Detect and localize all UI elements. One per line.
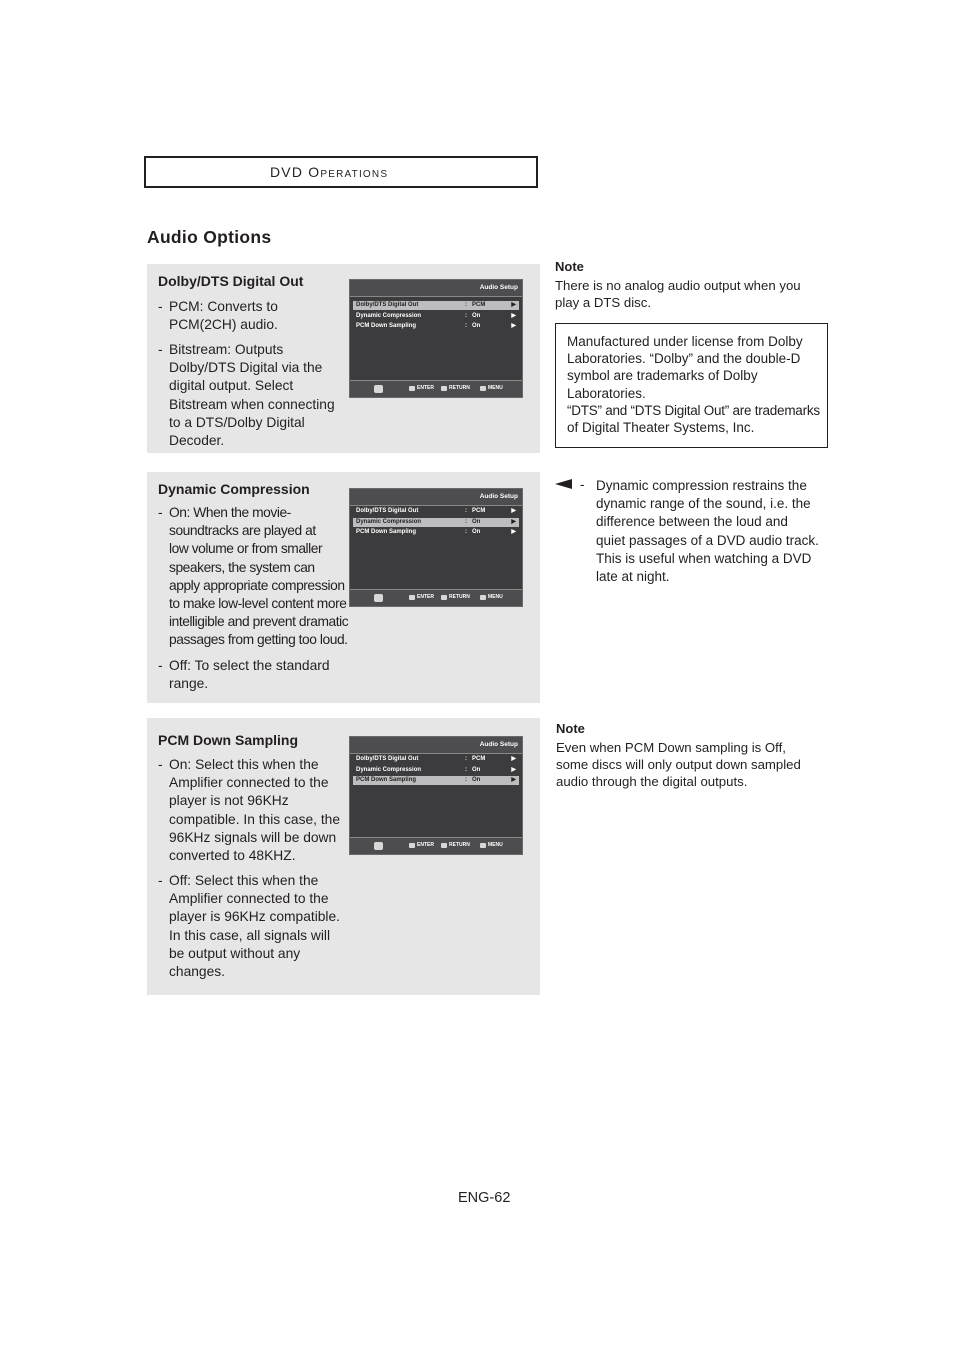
return-button-icon <box>441 843 447 848</box>
enter-button-icon <box>409 386 415 391</box>
osd-menu-label: MENU <box>488 842 503 848</box>
item-line: Dolby/DTS Digital via the <box>169 360 323 376</box>
panel-heading: Dolby/DTS Digital Out <box>158 273 304 289</box>
osd-row-colon: : <box>465 756 467 762</box>
item-line: Off: To select the standard <box>169 658 330 673</box>
osd-row <box>353 312 519 321</box>
panel-heading: PCM Down Sampling <box>158 732 298 748</box>
arrow-right-icon: ▶ <box>511 777 516 783</box>
osd-screenshot-dynamic <box>349 488 523 607</box>
item-line: On: Select this when the <box>169 757 319 772</box>
license-line: Laboratories. <box>567 386 646 401</box>
osd-row-label: Dynamic Compression <box>356 519 422 525</box>
bullet-dash: - <box>158 505 163 520</box>
item-line: On: When the movie- <box>169 505 291 520</box>
osd-row-value: On <box>472 529 481 535</box>
osd-row-label: Dolby/DTS Digital Out <box>356 756 419 762</box>
item-line: Amplifier connected to the <box>169 891 329 907</box>
license-line: “DTS” and “DTS Digital Out” are trademarks <box>567 403 820 418</box>
osd-row-colon: : <box>465 508 467 514</box>
list-item <box>158 657 330 693</box>
osd-row-colon: : <box>465 767 467 773</box>
item-line: to make low-level content more <box>169 596 347 612</box>
list-item <box>158 298 278 334</box>
pointer-arrow-icon <box>555 479 572 489</box>
osd-row-value: On <box>472 777 481 783</box>
note-title: Note <box>555 259 584 274</box>
osd-return-label: RETURN <box>449 385 470 391</box>
note-text <box>556 739 801 790</box>
osd-row-label: Dynamic Compression <box>356 767 422 773</box>
bullet-dash: - <box>158 873 163 888</box>
osd-row-colon: : <box>465 529 467 535</box>
osd-title: Audio Setup <box>479 741 518 748</box>
tip-line: dynamic range of the sound, i.e. the <box>596 496 811 512</box>
osd-menu-label: MENU <box>488 594 503 600</box>
license-notice-box <box>555 323 828 448</box>
item-line: player is 96KHz compatible. <box>169 909 341 925</box>
menu-button-icon <box>480 386 486 391</box>
osd-row <box>353 301 519 310</box>
item-line: player is not 96KHz <box>169 793 289 809</box>
item-line: digital output. Select <box>169 378 294 394</box>
osd-row-label: PCM Down Sampling <box>356 777 416 783</box>
osd-row-label: PCM Down Sampling <box>356 323 416 329</box>
list-item <box>158 756 340 865</box>
note-text <box>555 277 801 311</box>
osd-row-value: On <box>472 519 481 525</box>
osd-return-label: RETURN <box>449 842 470 848</box>
osd-row-value: On <box>472 767 481 773</box>
license-line: Manufactured under license from Dolby <box>567 334 803 349</box>
note-line: Even when PCM Down sampling is Off, <box>556 740 786 755</box>
item-line: changes. <box>169 964 225 980</box>
osd-return-label: RETURN <box>449 594 470 600</box>
item-line: PCM(2CH) audio. <box>169 317 278 333</box>
item-line: passages from getting too loud. <box>169 632 348 648</box>
osd-title: Audio Setup <box>479 493 518 500</box>
osd-row-value: On <box>472 323 481 329</box>
navigation-pad-icon <box>374 594 383 602</box>
enter-button-icon <box>409 843 415 848</box>
tip-line: quiet passages of a DVD audio track. <box>596 532 819 548</box>
return-button-icon <box>441 595 447 600</box>
tip-line: difference between the loud and <box>596 514 788 530</box>
osd-header <box>350 280 522 297</box>
list-item <box>158 341 335 450</box>
license-line: symbol are trademarks of Dolby <box>567 368 758 383</box>
osd-row <box>353 528 519 537</box>
tip-text <box>596 477 819 586</box>
tip-line: This is useful when watching a DVD <box>596 550 812 566</box>
osd-row-value: On <box>472 313 481 319</box>
osd-enter-label: ENTER <box>417 842 434 848</box>
enter-button-icon <box>409 595 415 600</box>
item-line: apply appropriate compression <box>169 577 345 593</box>
osd-row <box>353 755 519 764</box>
license-line: of Digital Theater Systems, Inc. <box>567 420 755 435</box>
list-item <box>158 504 348 650</box>
list-item <box>158 872 340 981</box>
chapter-title <box>270 164 388 180</box>
arrow-right-icon: ▶ <box>511 529 516 535</box>
osd-row-label: Dynamic Compression <box>356 313 422 319</box>
bullet-dash: - <box>158 342 163 357</box>
item-line: converted to 48KHZ. <box>169 848 296 864</box>
item-line: to a DTS/Dolby Digital <box>169 414 305 430</box>
note-line: There is no analog audio output when you <box>555 278 801 293</box>
osd-row-label: PCM Down Sampling <box>356 529 416 535</box>
osd-screenshot-dolby <box>349 279 523 398</box>
osd-row-value: PCM <box>472 756 486 762</box>
item-line: Off: Select this when the <box>169 873 319 888</box>
item-line: be output without any <box>169 945 301 961</box>
arrow-right-icon: ▶ <box>511 519 516 525</box>
osd-footer <box>350 380 522 397</box>
arrow-right-icon: ▶ <box>511 323 516 329</box>
section-title: Audio Options <box>147 227 272 247</box>
osd-menu-label: MENU <box>488 385 503 391</box>
chapter-title-word1: DVD <box>270 164 304 180</box>
osd-header <box>350 489 522 506</box>
note-line: some discs will only output down sampled <box>556 757 801 772</box>
osd-row-value: PCM <box>472 302 486 308</box>
osd-row <box>353 518 519 527</box>
note-line: audio through the digital outputs. <box>556 774 748 789</box>
arrow-right-icon: ▶ <box>511 302 516 308</box>
osd-row <box>353 776 519 785</box>
osd-row-value: PCM <box>472 508 486 514</box>
bullet-dash: - <box>158 299 163 314</box>
osd-row <box>353 507 519 516</box>
item-line: compatible. In this case, the <box>169 811 341 827</box>
item-line: In this case, all signals will <box>169 927 331 943</box>
page-number: ENG-62 <box>458 1190 511 1206</box>
arrow-right-icon: ▶ <box>511 756 516 762</box>
osd-row-label: Dolby/DTS Digital Out <box>356 302 419 308</box>
tip-line: late at night. <box>596 569 670 585</box>
return-button-icon <box>441 386 447 391</box>
arrow-right-icon: ▶ <box>511 508 516 514</box>
osd-title: Audio Setup <box>479 284 518 291</box>
osd-row-label: Dolby/DTS Digital Out <box>356 508 419 514</box>
item-line: intelligible and prevent dramatic <box>169 614 349 630</box>
bullet-dash: - <box>158 658 163 673</box>
item-line: 96KHz signals will be down <box>169 829 337 845</box>
item-line: speakers, the system can <box>169 559 315 575</box>
chapter-header <box>144 156 538 188</box>
osd-row <box>353 322 519 331</box>
osd-row-colon: : <box>465 313 467 319</box>
note-line: play a DTS disc. <box>555 295 652 310</box>
item-line: low volume or from smaller <box>169 541 323 557</box>
tip-dash: - <box>580 477 585 492</box>
menu-button-icon <box>480 595 486 600</box>
navigation-pad-icon <box>374 385 383 393</box>
menu-button-icon <box>480 843 486 848</box>
note-title: Note <box>556 721 585 736</box>
panel-heading: Dynamic Compression <box>158 481 310 497</box>
tip-line: Dynamic compression restrains the <box>596 478 807 493</box>
item-line: soundtracks are played at <box>169 523 316 539</box>
item-line: Bitstream: Outputs <box>169 342 284 357</box>
navigation-pad-icon <box>374 842 383 850</box>
osd-enter-label: ENTER <box>417 385 434 391</box>
item-line: Amplifier connected to the <box>169 775 329 791</box>
osd-enter-label: ENTER <box>417 594 434 600</box>
bullet-dash: - <box>158 757 163 772</box>
osd-row <box>353 766 519 775</box>
item-line: range. <box>169 676 209 692</box>
osd-row-colon: : <box>465 323 467 329</box>
osd-row-colon: : <box>465 777 467 783</box>
item-line: Decoder. <box>169 433 225 449</box>
osd-row-colon: : <box>465 519 467 525</box>
license-line: Laboratories. “Dolby” and the double-D <box>567 351 801 366</box>
chapter-title-word2: Operations <box>308 164 389 180</box>
osd-screenshot-pcm <box>349 736 523 855</box>
item-line: PCM: Converts to <box>169 299 278 314</box>
osd-footer <box>350 837 522 854</box>
item-line: Bitstream when connecting <box>169 396 335 412</box>
arrow-right-icon: ▶ <box>511 767 516 773</box>
arrow-right-icon: ▶ <box>511 313 516 319</box>
osd-header <box>350 737 522 754</box>
osd-footer <box>350 589 522 606</box>
osd-row-colon: : <box>465 302 467 308</box>
